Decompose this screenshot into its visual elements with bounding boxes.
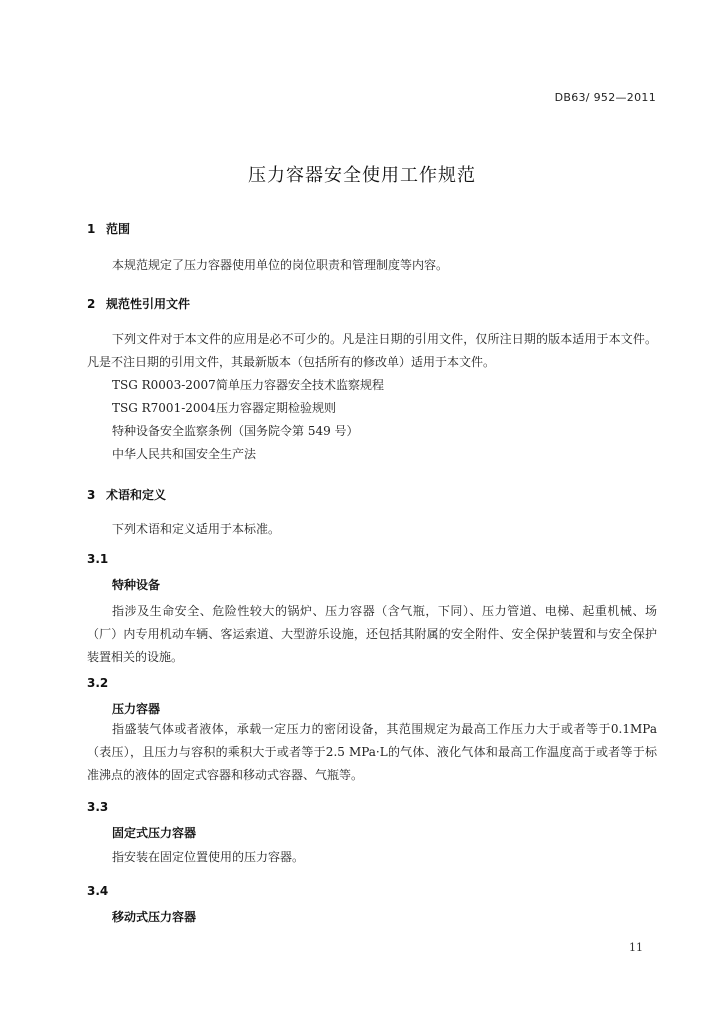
reference-title: 简单压力容器安全技术监察规程	[216, 378, 385, 392]
section-number: 1	[87, 222, 96, 236]
page-number: 11	[629, 941, 643, 954]
references-intro-paragraph: 下列文件对于本文件的应用是必不可少的。凡是注日期的引用文件，仅所注日期的版本适用于本文件。凡是不注日期的引用文件，其最新版本（包括所有的修改单）适用于本文件。	[87, 332, 657, 369]
reference-code: TSG R7001-2004	[112, 401, 216, 415]
reference-title: 特种设备安全监察条例（国务院令第 549 号）	[112, 424, 359, 438]
section-title: 规范性引用文件	[106, 297, 191, 311]
section-number: 2	[87, 297, 96, 311]
section-title: 范围	[106, 222, 131, 236]
section-heading-terms	[87, 486, 166, 503]
term-number: 3.3	[87, 800, 109, 814]
term-definition: 指涉及生命安全、危险性较大的锅炉、压力容器（含气瓶，下同）、压力管道、电梯、起重机械、场（厂）内专用机动车辆、客运索道、大型游乐设施，还包括其附属的安全附件、安全保护装置和与安全保护装置相关的设施。	[87, 604, 657, 664]
reference-item	[112, 445, 256, 462]
reference-title: 中华人民共和国安全生产法	[112, 447, 257, 461]
term-title: 压力容器	[112, 702, 161, 716]
terms-intro-paragraph: 下列术语和定义适用于本标准。	[112, 522, 281, 536]
term-number: 3.4	[87, 884, 109, 898]
section-heading-references	[87, 295, 190, 312]
term-definition: 指盛装气体或者液体，承载一定压力的密闭设备，其范围规定为最高工作压力大于或者等于0.1MPa（表压），且压力与容积的乘积大于或者等于2.5 MPa·L的气体、液化气体和最高工作温度高于或者等于标准沸点的液体的固定式容器和移动式容器、气瓶等。	[87, 722, 657, 782]
term-title: 特种设备	[112, 578, 161, 592]
section-number: 3	[87, 488, 96, 502]
section-heading-scope	[87, 220, 130, 237]
term-title: 移动式压力容器	[112, 910, 197, 924]
reference-item	[112, 422, 359, 439]
section-title: 术语和定义	[106, 488, 167, 502]
term-definition: 指安装在固定位置使用的压力容器。	[112, 850, 305, 864]
document-title: 压力容器安全使用工作规范	[248, 165, 476, 186]
reference-item	[112, 376, 384, 393]
term-number: 3.1	[87, 552, 109, 566]
reference-item	[112, 399, 336, 416]
document-code: DB63/ 952—2011	[554, 91, 656, 104]
term-title: 固定式压力容器	[112, 826, 197, 840]
term-number: 3.2	[87, 676, 109, 690]
reference-code: TSG R0003-2007	[112, 378, 216, 392]
reference-title: 压力容器定期检验规则	[216, 401, 337, 415]
scope-paragraph: 本规范规定了压力容器使用单位的岗位职责和管理制度等内容。	[112, 258, 449, 272]
